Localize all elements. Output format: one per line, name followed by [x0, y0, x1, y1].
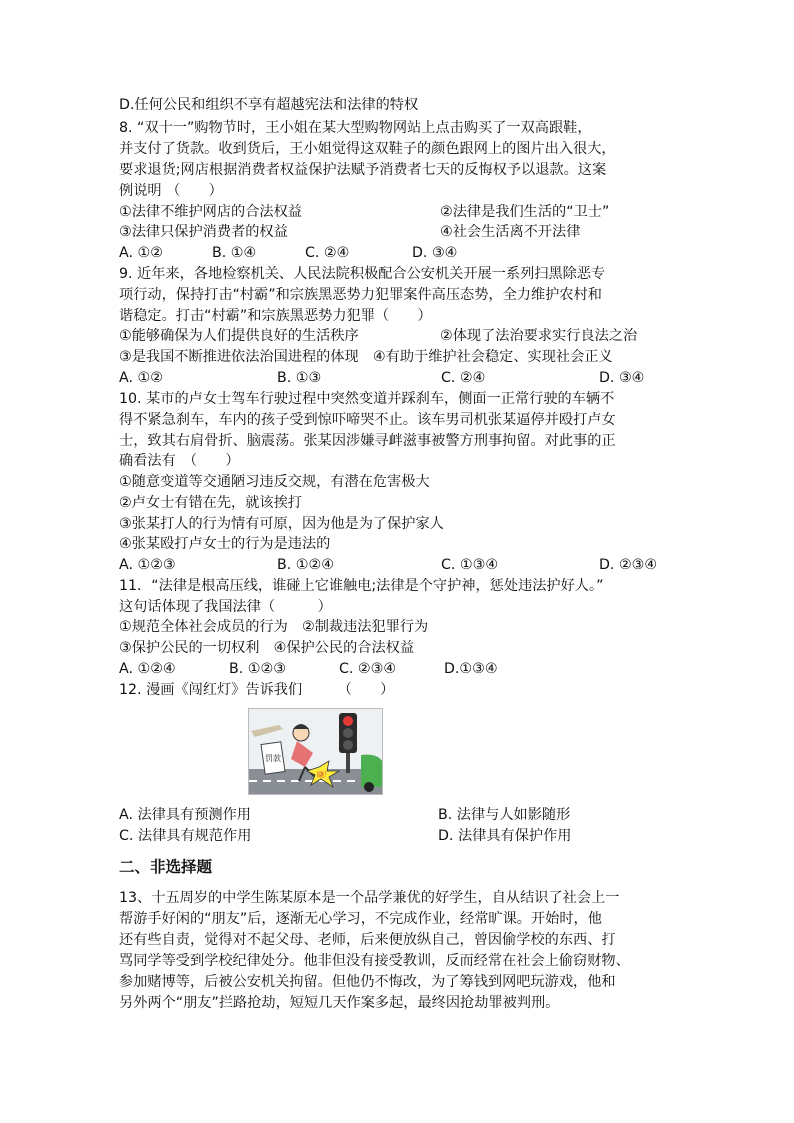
q8-stem-line-1: 8. “双十一”购物节时，王小姐在某大型购物网站上点击购买了一双高跟鞋， — [119, 120, 592, 136]
q9-statement-2: ②体现了法治要求实行良法之治 — [440, 328, 638, 344]
q11-stem-line-1: 11．“法律是根高压线，谁碰上它谁触电;法律是个守护神，惩处违法护好人。” — [119, 578, 604, 594]
q8-option-d[interactable]: D. ③④ — [412, 245, 458, 261]
red-light-comic-image — [248, 708, 383, 795]
q10-statement-2: ②卢女士有错在先，就该挨打 — [119, 495, 302, 511]
q9-options — [119, 368, 679, 388]
q9-option-c[interactable]: C. ②④ — [441, 370, 486, 386]
q12-stem: 12. 漫画《闯红灯》告诉我们 （ ） — [119, 682, 395, 698]
q8-statement-3: ③法律只保护消费者的权益 — [119, 224, 288, 240]
q8-option-c[interactable]: C. ②④ — [305, 245, 350, 261]
q7-option-d: D.任何公民和组织不享有超越宪法和法律的特权 — [119, 97, 419, 113]
q13-line-4: 骂同学等受到学校纪律处分。他非但没有接受教训，反而经常在社会上偷窃财物、 — [119, 953, 630, 969]
q10-stem-line-2: 得不紧急刹车，车内的孩子受到惊吓啼哭不止。该车男司机张某逼停并殴打卢女 — [119, 412, 616, 428]
q10-options — [119, 555, 679, 575]
q11-option-a[interactable]: A. ①②④ — [119, 661, 176, 677]
q12-option-a[interactable]: A. 法律具有预测作用 — [119, 807, 251, 823]
section-2-heading: 二、非选择题 — [119, 858, 213, 876]
q9-option-a[interactable]: A. ①② — [119, 370, 163, 386]
q10-statement-3: ③张某打人的行为情有可原，因为他是为了保护家人 — [119, 516, 444, 532]
q9-statement-3-4: ③是我国不断推进依法治国进程的体现 ④有助于维护社会稳定、实现社会正义 — [119, 349, 613, 365]
q10-stem-line-3: 士，致其右肩骨折、脑震荡。张某因涉嫌寻衅滋事被警方刑事拘留。对此事的正 — [119, 433, 616, 449]
q9-stem-line-3: 谐稳定。打击“村霸”和宗族黑恶势力犯罪（ ） — [119, 308, 432, 324]
q13-line-1: 13、十五周岁的中学生陈某原本是一个品学兼优的好学生，自从结识了社会上一 — [119, 890, 620, 906]
q9-statement-1: ①能够确保为人们提供良好的生活秩序 — [119, 328, 359, 344]
q8-statement-4: ④社会生活离不开法律 — [440, 224, 581, 240]
q10-option-c[interactable]: C. ①③④ — [441, 557, 499, 573]
q8-stem-line-3: 要求退货;网店根据消费者权益保护法赋予消费者七天的反悔权予以退款。这案 — [119, 162, 607, 178]
comic-fine-sign-text: 罚款 — [265, 754, 281, 763]
q8-options — [119, 243, 679, 263]
comic-illustration — [249, 709, 382, 794]
q9-stem-line-1: 9. 近年来，各地检察机关、人民法院积极配合公安机关开展一系列扫黑除恶专 — [119, 266, 606, 282]
q12-option-d[interactable]: D. 法律具有保护作用 — [438, 828, 572, 844]
q12-option-b[interactable]: B. 法律与人如影随形 — [438, 807, 571, 823]
q11-statement-3-4: ③保护公民的一切权利 ④保护公民的合法权益 — [119, 640, 415, 656]
q11-option-c[interactable]: C. ②③④ — [339, 661, 397, 677]
q13-line-3: 还有些自责，觉得对不起父母、老师，后来便放纵自己，曾因偷学校的东西、打 — [119, 932, 616, 948]
q10-stem-line-1: 10. 某市的卢女士驾车行驶过程中突然变道并踩刹车，侧面一正常行驶的车辆不 — [119, 391, 615, 407]
q11-statement-1-2: ①规范全体社会成员的行为 ②制裁违法犯罪行为 — [119, 619, 429, 635]
q10-option-b[interactable]: B. ①②④ — [277, 557, 334, 573]
q8-option-b[interactable]: B. ①④ — [212, 245, 257, 261]
q10-statement-1: ①随意变道等交通陋习违反交规，有潜在危害极大 — [119, 474, 430, 490]
q10-statement-4: ④张某殴打卢女士的行为是违法的 — [119, 536, 331, 552]
q10-option-a[interactable]: A. ①②③ — [119, 557, 176, 573]
q13-line-2: 帮游手好闲的“朋友”后，逐渐无心学习，不完成作业，经常旷课。开始时，他 — [119, 911, 602, 927]
q11-stem-line-2: 这句话体现了我国法律（ ） — [119, 599, 332, 615]
q9-option-d[interactable]: D. ③④ — [599, 370, 645, 386]
q11-options — [119, 659, 679, 679]
q13-line-6: 另外两个“朋友”拦路抢劫，短短几天作案多起，最终因抢劫罪被判刑。 — [119, 995, 560, 1011]
comic-burst-text: 晓！ — [317, 771, 331, 779]
q12-option-c[interactable]: C. 法律具有规范作用 — [119, 828, 252, 844]
q11-option-d[interactable]: D.①③④ — [444, 661, 498, 677]
q10-stem-line-4: 确看法有 （ ） — [119, 453, 240, 469]
q13-line-5: 参加赌博等，后被公安机关拘留。但他仍不悔改，为了筹钱到网吧玩游戏，他和 — [119, 974, 616, 990]
q10-option-d[interactable]: D. ②③④ — [599, 557, 658, 573]
q8-stem-line-4: 例说明 （ ） — [119, 183, 223, 199]
q8-statement-2: ②法律是我们生活的“卫士” — [440, 204, 610, 220]
q9-stem-line-2: 项行动，保持打击“村霸”和宗族黑恶势力犯罪案件高压态势，全力维护农村和 — [119, 287, 602, 303]
q8-statement-1: ①法律不维护网店的合法权益 — [119, 204, 302, 220]
q8-option-a[interactable]: A. ①② — [119, 245, 163, 261]
q9-option-b[interactable]: B. ①③ — [277, 370, 322, 386]
q8-stem-line-2: 并支付了货款。收到货后，王小姐觉得这双鞋子的颜色跟网上的图片出入很大， — [119, 141, 616, 157]
q11-option-b[interactable]: B. ①②③ — [229, 661, 286, 677]
